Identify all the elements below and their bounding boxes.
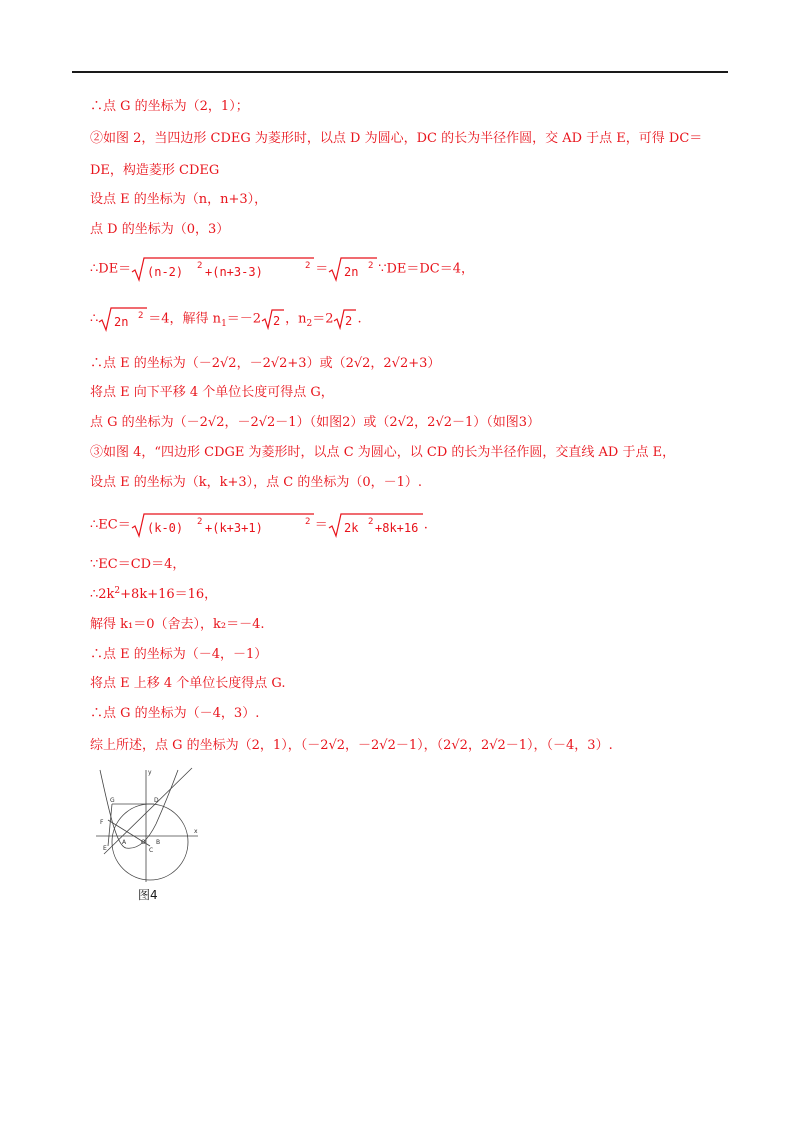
line-5 [90,256,474,282]
line-10: ③如图 4，“四边形 CDGE 为菱形时，以点 C 为圆心，以 CD 的长为半径作圆，交直线 AD 于点 E， [90,445,676,460]
segment-ge [108,804,112,846]
line-6-post4: ＝2 [312,311,334,327]
line-9: 点 G 的坐标为（－2√2，－2√2－1）（如图2）或（2√2，2√2－1）（如图3） [90,415,541,430]
line-12-pre: ∴EC＝ [90,517,131,533]
label-g: G [110,797,115,804]
line-5-pre: ∴DE＝ [90,261,132,277]
line-5-post: ∵DE＝DC＝4， [378,261,475,277]
line-6 [90,306,362,332]
line-18: ∴点 G 的坐标为（－4，3）. [90,706,260,721]
figure-4 [94,766,202,884]
line-15: 解得 k₁＝0（舍去），k₂＝－4. [90,617,265,632]
exp-1b: 2 [305,261,311,271]
line-5-eq: ＝ [315,261,329,277]
radical-2 [328,256,378,282]
exp-2: 2 [368,261,374,271]
line-4: 点 D 的坐标为（0，3） [90,222,230,237]
label-x: x [194,828,198,835]
line-14 [90,586,217,605]
radical-3 [98,306,148,332]
line-12 [90,512,428,538]
radicand-1: (n-2) [147,265,184,279]
line-11: 设点 E 的坐标为（k，k+3），点 C 的坐标为（0，－1）. [90,475,423,490]
line-2a: ②如图 2，当四边形 CDEG 为菱形时，以点 D 为圆心，DC 的长为半径作圆，交 AD 于点 E，可得 DC＝ [90,131,703,146]
label-e: E [103,845,107,852]
radical-6 [131,512,315,538]
label-b: B [156,839,161,846]
radicand-7b: +8k+16 [374,521,419,535]
line-16: ∴点 E 的坐标为（－4，－1） [90,647,268,662]
radical-4 [261,308,285,330]
line-14-b: +8k+16＝16， [120,587,218,602]
label-c: C [149,847,154,854]
radicand-4: 2 [273,314,281,328]
line-8: 将点 E 向下平移 4 个单位长度可得点 G， [90,385,334,400]
line-6-post2: ＝－2 [226,311,262,327]
line-14-exp: 2 [114,586,121,596]
label-o: O [141,839,146,846]
line-6-post: ＝4，解得 n [148,311,222,327]
line-12-eq: ＝ [314,517,328,533]
line-6-pre: ∴ [90,311,99,327]
radical-7 [328,512,424,538]
radicand-6b: +(k+3+1) [204,521,263,535]
line-13: ∵EC＝CD＝4， [90,557,186,572]
label-d: D [154,797,159,804]
label-f: F [100,819,104,826]
sub-2: 2 [306,318,313,329]
radicand-6: (k-0) [146,521,183,535]
exp-6b: 2 [304,517,311,527]
line-1: ∴点 G 的坐标为（2，1）； [90,99,249,114]
exp-3: 2 [138,311,144,321]
exp-1: 2 [197,261,203,271]
line-14-a: ∴2k [90,587,115,602]
sub-1: 1 [221,318,227,329]
line-6-end: . [357,311,362,327]
label-a: A [122,839,127,846]
radical-1 [131,256,315,282]
header-rule [72,71,728,73]
radicand-3: 2n [114,315,129,329]
exp-7: 2 [367,517,374,527]
line-2b: DE，构造菱形 CDEG [90,163,220,178]
line-19: 综上所述，点 G 的坐标为（2，1），（－2√2，－2√2－1），（2√2，2√2－1），（－4，3）. [90,738,613,753]
line-3: 设点 E 的坐标为（n，n+3）， [90,192,268,207]
figure-caption: 图4 [138,888,158,902]
radicand-5: 2 [345,314,353,328]
exp-6: 2 [196,517,203,527]
line-ad [104,768,192,854]
radicand-1b: +(n+3-3) [205,265,263,279]
line-17: 将点 E 上移 4 个单位长度得点 G. [90,676,286,691]
radicand-7: 2k [343,521,359,535]
line-7: ∴点 E 的坐标为（－2√2，－2√2+3）或（2√2，2√2+3） [90,356,441,371]
radical-5 [333,308,357,330]
radicand-2: 2n [344,265,359,279]
line-6-post3: ，n [285,311,307,327]
line-12-end: . [423,517,428,533]
label-y: y [148,769,152,776]
